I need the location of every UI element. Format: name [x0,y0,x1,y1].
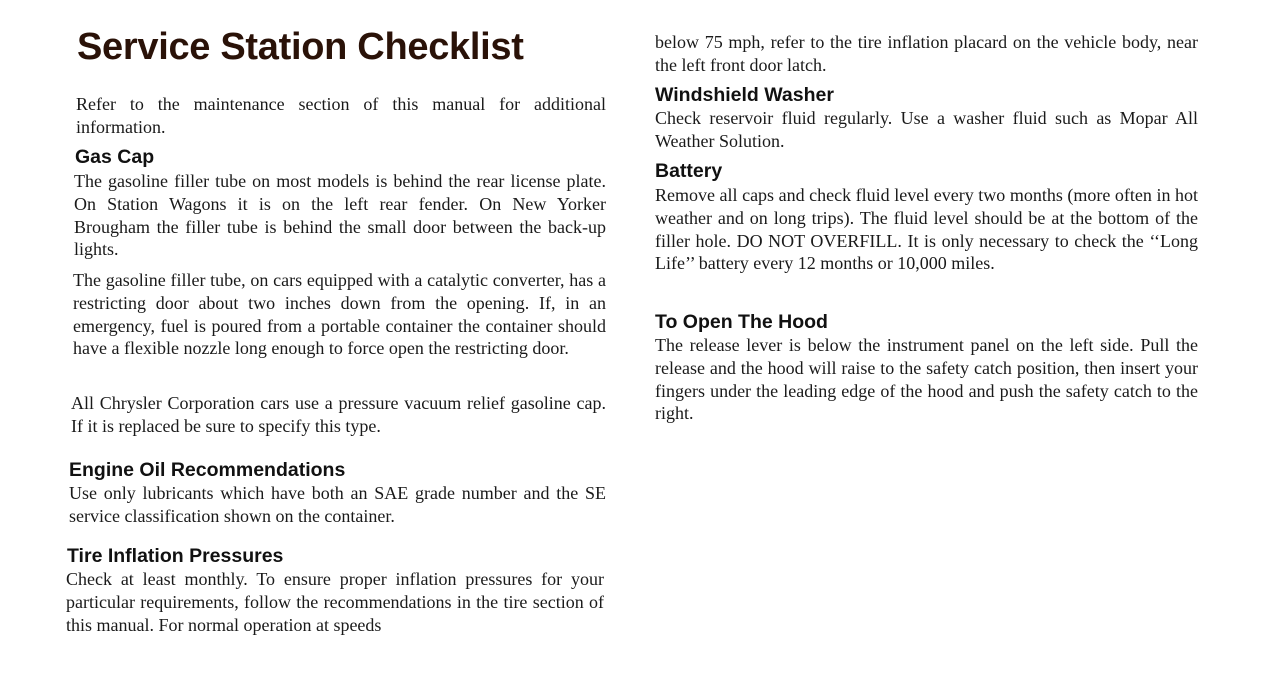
windshield-washer-paragraph: Check reservoir fluid regularly. Use a washer fluid such as Mopar All Weather Solution. [655,108,1198,151]
tire-inflation-heading: Tire Inflation Pressures [67,545,284,567]
intro-paragraph: Refer to the maintenance section of this manual for additional information. [76,94,606,137]
battery-paragraph: Remove all caps and check fluid level every two months (more often in hot weather and on long trips). The fluid level should be at the bottom of the filler hole. DO NOT OVERFILL. It is only necessary to check the ‘‘Long Life’’ battery every 12 months or 10,000 miles. [655,185,1198,274]
page-title: Service Station Checklist [77,26,524,68]
tire-inflation-paragraph-continued: below 75 mph, refer to the tire inflation placard on the vehicle body, near the left front door latch. [655,32,1198,75]
battery-heading: Battery [655,160,723,182]
gas-cap-paragraph-2: The gasoline filler tube, on cars equipped with a catalytic converter, has a restricting door about two inches down from the opening. If, in an emergency, fuel is poured from a portable container the container should have a flexible nozzle long enough to force open the restricting door. [73,270,606,359]
gas-cap-paragraph-3: All Chrysler Corporation cars use a pressure vacuum relief gasoline cap. If it is replaced be sure to specify this type. [71,393,606,436]
gas-cap-paragraph-1: The gasoline filler tube on most models is behind the rear license plate. On Station Wagons it is on the left rear fender. On New Yorker Brougham the filler tube is behind the small door between the back-up lights. [74,171,606,260]
windshield-washer-heading: Windshield Washer [655,84,834,106]
open-hood-paragraph: The release lever is below the instrument panel on the left side. Pull the release and the hood will raise to the safety catch position, then insert your fingers under the leading edge of the hood and push the safety catch to the right. [655,335,1198,424]
engine-oil-heading: Engine Oil Recommendations [69,459,346,481]
open-hood-heading: To Open The Hood [655,311,828,333]
engine-oil-paragraph: Use only lubricants which have both an SAE grade number and the SE service classification shown on the container. [69,483,606,526]
tire-inflation-paragraph: Check at least monthly. To ensure proper inflation pressures for your particular requirements, follow the recommendations in the tire section of this manual. For normal operation at speeds [66,569,604,635]
gas-cap-heading: Gas Cap [75,146,155,168]
